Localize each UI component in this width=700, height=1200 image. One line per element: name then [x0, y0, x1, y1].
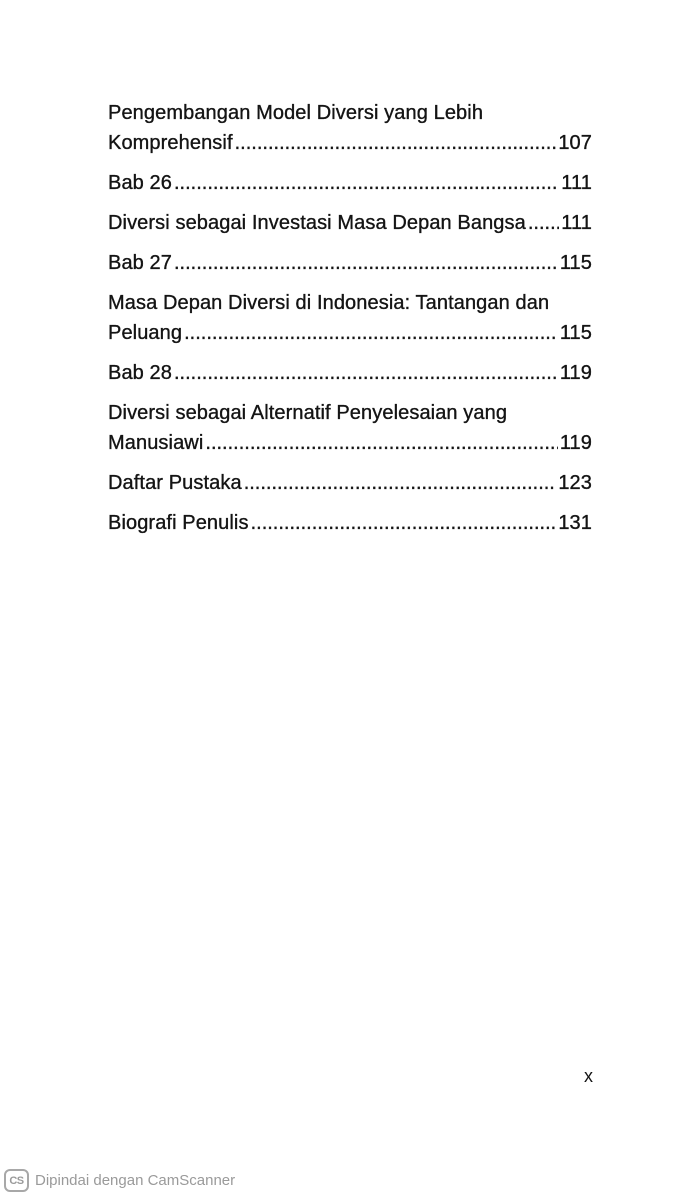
dot-leader [205, 428, 557, 458]
toc-entry [108, 248, 592, 278]
toc-entry [108, 398, 592, 458]
camscanner-watermark [4, 1169, 235, 1192]
toc-page-number: 123 [558, 472, 592, 494]
toc-entry-title: Peluang [108, 322, 183, 344]
toc-page-number: 115 [559, 252, 592, 274]
toc-entry-line [108, 98, 592, 128]
toc-entry-title: Bab 26 [108, 172, 172, 194]
toc-entry-title: Diversi sebagai Alternatif Penyelesaian yang [108, 402, 508, 424]
dot-leader [235, 128, 557, 158]
toc-page-number: 119 [559, 362, 592, 384]
toc-entry [108, 98, 592, 158]
toc-page-number: 111 [561, 212, 592, 234]
toc-entry [108, 168, 592, 198]
toc-entry-title: Bab 27 [108, 252, 172, 274]
toc-entry-title: Biografi Penulis [108, 512, 249, 534]
toc-page-number: 131 [558, 512, 592, 534]
toc-entry-title: Masa Depan Diversi di Indonesia: Tantangan dan [108, 292, 550, 314]
dot-leader [174, 168, 559, 198]
toc-entry-line [108, 248, 592, 278]
toc-entry-line [108, 428, 592, 458]
toc-entry-line [108, 398, 592, 428]
toc-page-number: 107 [558, 132, 592, 154]
toc-entry-line [108, 318, 592, 348]
toc-entry-line [108, 288, 592, 318]
toc-entry [108, 508, 592, 538]
toc-page-number: 119 [559, 432, 592, 454]
toc-entry-title: Bab 28 [108, 362, 172, 384]
toc-entry-line [108, 128, 592, 158]
toc-entry-line [108, 508, 592, 538]
toc-entry-line [108, 208, 592, 238]
toc-entry [108, 468, 592, 498]
dot-leader [251, 508, 557, 538]
toc-entry-line [108, 168, 592, 198]
dot-leader [244, 468, 557, 498]
page-number: x [584, 1066, 593, 1086]
dot-leader [184, 318, 558, 348]
toc-page-number: 111 [561, 172, 592, 194]
camscanner-logo-icon: CS [4, 1169, 29, 1192]
toc-entry [108, 358, 592, 388]
toc-entry-title: Manusiawi [108, 432, 204, 454]
toc-page-number: 115 [559, 322, 592, 344]
toc-entry-line [108, 468, 592, 498]
toc-entry [108, 208, 592, 238]
dot-leader [528, 208, 559, 238]
dot-leader [174, 358, 558, 388]
table-of-contents [108, 98, 592, 548]
toc-entry-title: Daftar Pustaka [108, 472, 242, 494]
watermark-text: Dipindai dengan CamScanner [35, 1172, 236, 1189]
toc-entry-line [108, 358, 592, 388]
dot-leader [174, 248, 558, 278]
toc-entry-title: Diversi sebagai Investasi Masa Depan Bangsa [108, 212, 526, 234]
toc-entry-title: Komprehensif [108, 132, 233, 154]
toc-entry-title: Pengembangan Model Diversi yang Lebih [108, 102, 484, 124]
toc-entry [108, 288, 592, 348]
